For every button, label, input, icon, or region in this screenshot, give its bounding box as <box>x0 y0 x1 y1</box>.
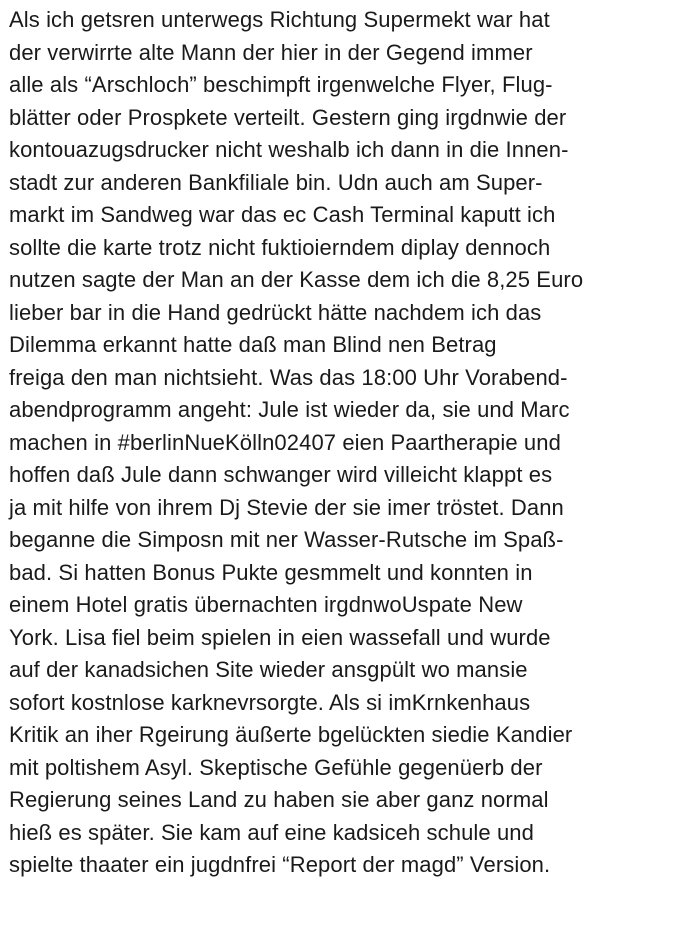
text-line: bad. Si hatten Bonus Pukte gesmmelt und konnten in <box>9 559 533 585</box>
text-line: York. Lisa fiel beim spielen in eien wassefall und wurde <box>9 624 551 650</box>
text-line: freiga den man nichtsieht. Was das 18:00 Uhr Vorabend- <box>9 364 568 390</box>
text-line: hoffen daß Jule dann schwanger wird villeicht klappt es <box>9 462 553 487</box>
text-line: markt im Sandweg war das ec Cash Terminal kaputt ich <box>9 202 556 227</box>
text-line: kontouazugsdrucker nicht weshalb ich dann in die Innen- <box>9 137 569 162</box>
text-line: ja mit hilfe von ihrem Dj Stevie der sie imer tröstet. Dann <box>9 494 564 520</box>
text-line: lieber bar in die Hand gedrückt hätte nachdem ich das <box>9 299 542 325</box>
text-line: hieß es später. Sie kam auf eine kadsiceh schule und <box>9 819 534 845</box>
text-line: stadt zur anderen Bankfiliale bin. Udn auch am Super- <box>9 169 543 195</box>
text-line: mit poltishem Asyl. Skeptische Gefühle gegenüerb der <box>9 754 543 780</box>
text-line: beganne die Simposn mit ner Wasser-Rutsche im Spaß- <box>9 527 564 552</box>
text-line: sollte die karte trotz nicht fuktioierndem diplay dennoch <box>9 234 551 260</box>
text-line: Dilemma erkannt hatte daß man Blind nen Betrag <box>9 332 497 357</box>
text-line: einem Hotel gratis übernachten irgdnwoUspate New <box>9 592 523 617</box>
text-line: Kritik an iher Rgeirung äußerte bgelückten siedie Kandier <box>9 722 573 747</box>
text-line: spielte thaater ein jugdnfrei “Report der magd” Version. <box>9 852 551 877</box>
text-line: alle als “Arschloch” beschimpft irgenwelche Flyer, Flug- <box>9 72 553 97</box>
text-line: machen in #berlinNueKölln02407 eien Paartherapie und <box>9 429 561 455</box>
text-line: auf der kanadsichen Site wieder ansgpült wo mansie <box>9 657 528 682</box>
text-line: der verwirrte alte Mann der hier in der Gegend immer <box>9 39 533 65</box>
text-body <box>9 4 679 882</box>
text-line: nutzen sagte der Man an der Kasse dem ich die 8,25 Euro <box>9 267 584 292</box>
text-line: Als ich getsren unterwegs Richtung Supermekt war hat <box>9 7 550 32</box>
text-line: blätter oder Prospkete verteilt. Gestern ging irgdnwie der <box>9 104 567 130</box>
text-line: abendprogramm angeht: Jule ist wieder da, sie und Marc <box>9 397 570 422</box>
text-line: Regierung seines Land zu haben sie aber ganz normal <box>9 787 549 812</box>
text-line: sofort kostnlose karknevrsorgte. Als si imKrnkenhaus <box>9 689 531 715</box>
